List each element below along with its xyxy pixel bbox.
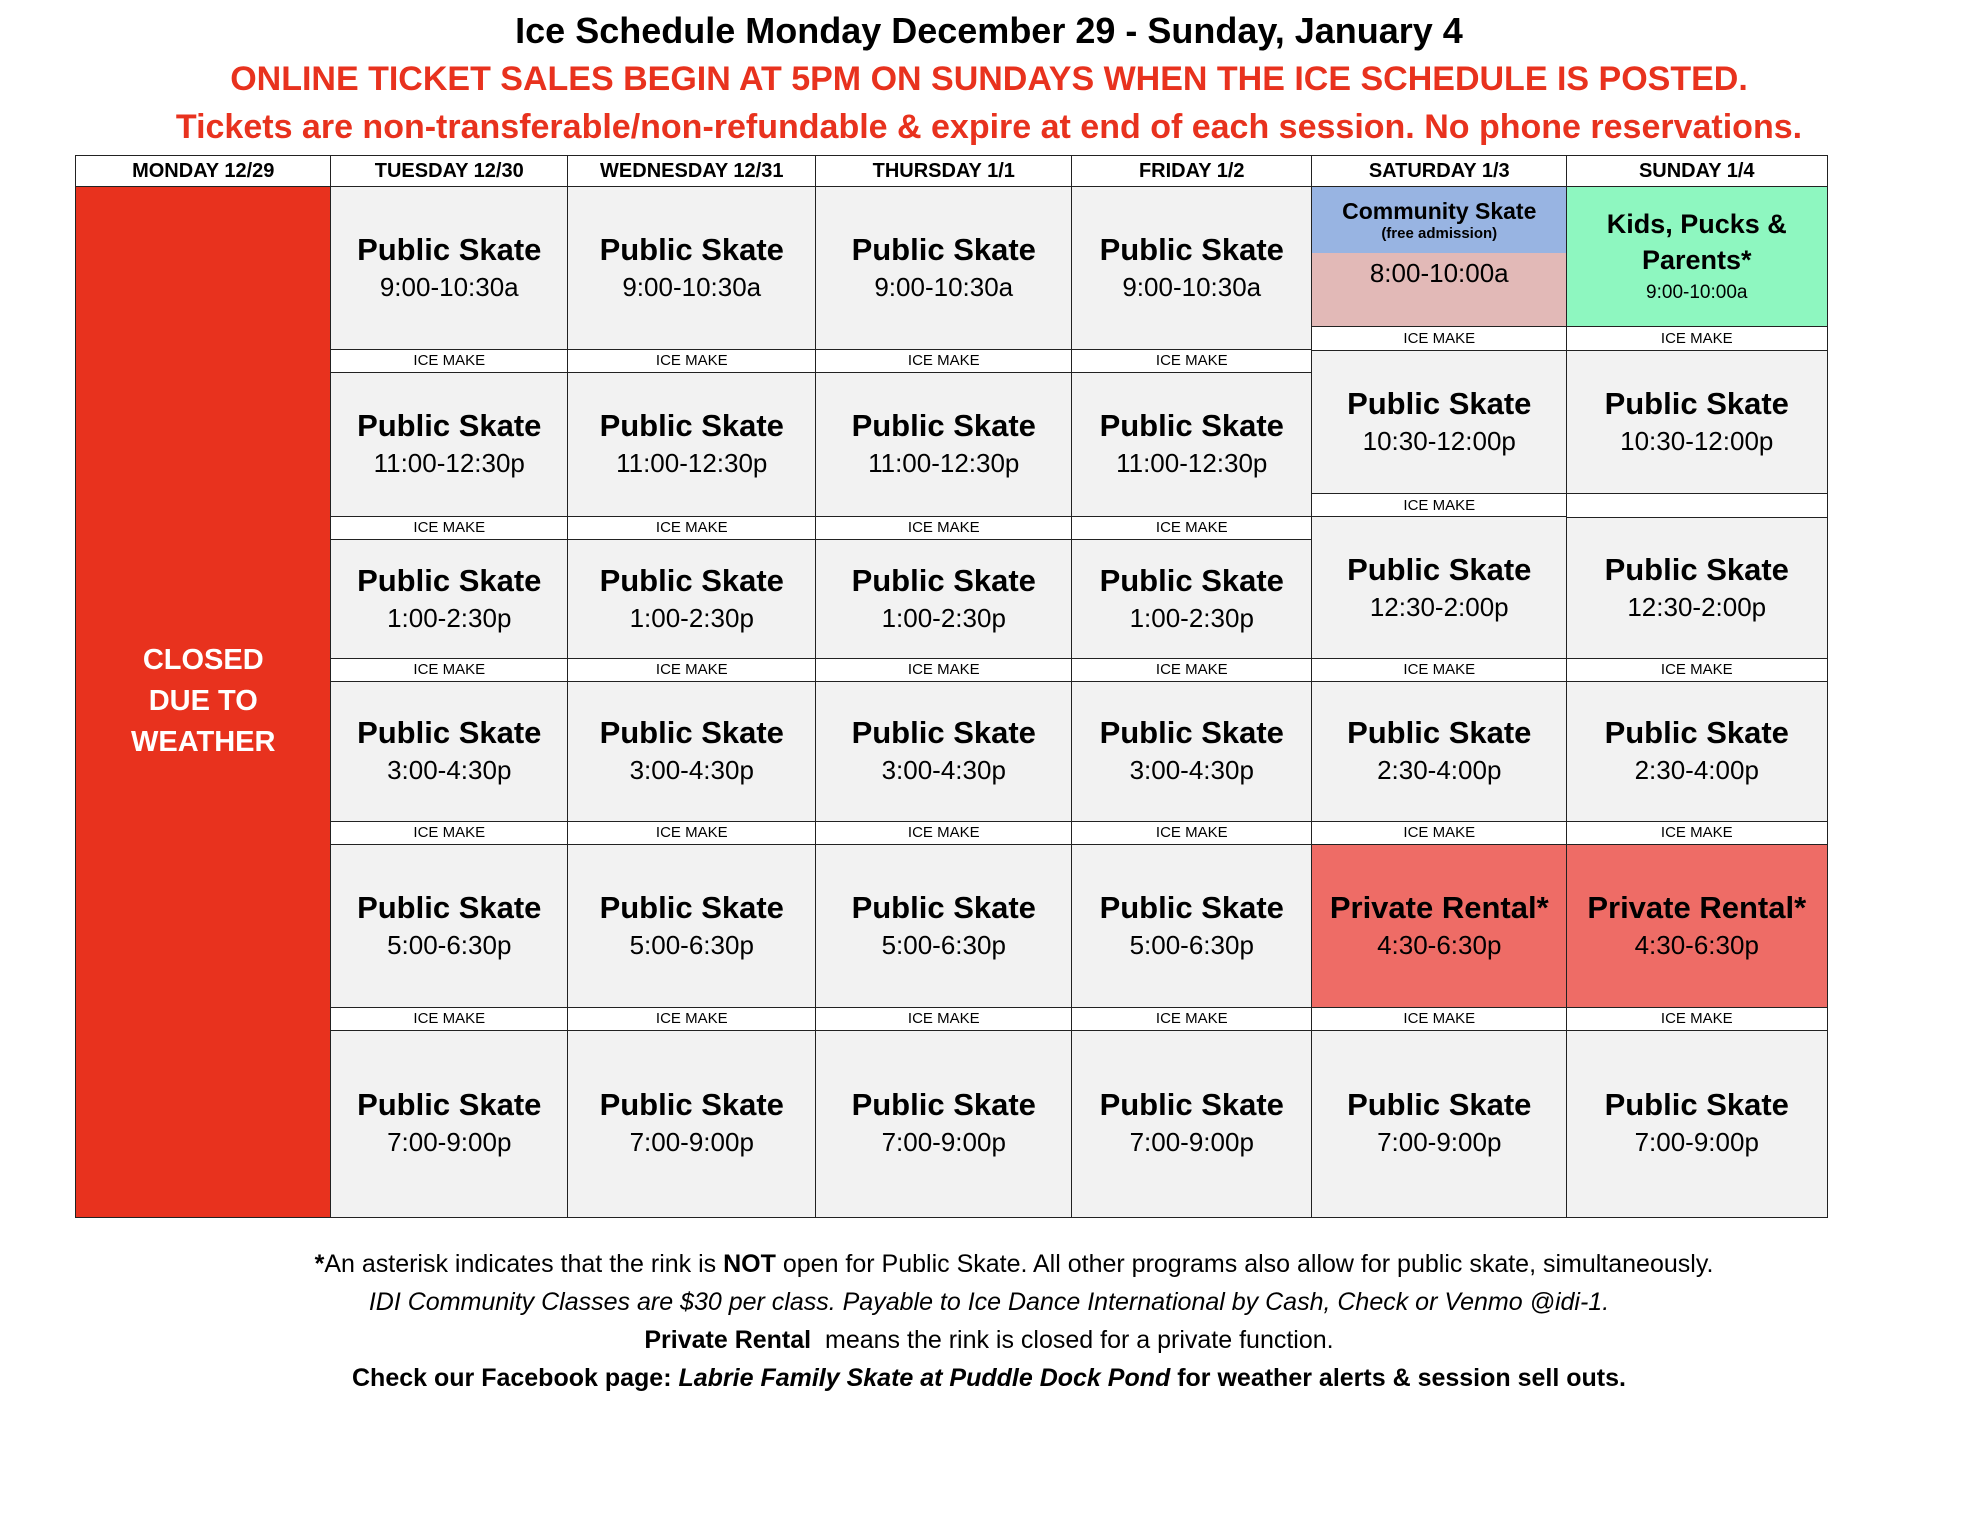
session-name: Public Skate: [357, 232, 542, 268]
session-public-skate: [330, 680, 569, 823]
day-header: [815, 155, 1073, 188]
session-name: Public Skate: [851, 715, 1036, 751]
session-time: 11:00-12:30p: [1116, 448, 1268, 479]
session-time: 3:00-4:30p: [387, 755, 512, 786]
session-name: Public Skate: [851, 408, 1036, 444]
footnote-idi-classes: IDI Community Classes are $30 per class. Payable to Ice Dance International by Cash, Check or Venmo @idi-1.: [368, 1288, 1610, 1316]
session-name: Public Skate: [599, 408, 784, 444]
session-time: 1:00-2:30p: [387, 602, 512, 633]
session-public-skate: [567, 538, 817, 660]
ice-make-row: [1071, 349, 1313, 373]
session-public-skate: [815, 186, 1073, 351]
ice-make-label: ICE MAKE: [1155, 824, 1228, 842]
session-time: 4:30-6:30p: [1634, 929, 1759, 960]
session-name: Public Skate: [1347, 715, 1532, 751]
ice-make-row: [330, 658, 569, 682]
ice-make-label: ICE MAKE: [1660, 824, 1733, 842]
day-header-label: SUNDAY 1/4: [1638, 159, 1755, 182]
ice-make-row: [815, 516, 1073, 540]
ice-make-row: [1071, 1007, 1313, 1031]
session-name: Public Skate: [1347, 385, 1532, 421]
day-header: [567, 155, 817, 188]
session-name: Public Skate: [599, 715, 784, 751]
session-name: Public Skate: [357, 562, 542, 598]
day-header: [1311, 155, 1568, 188]
session-time: 2:30-4:00p: [1377, 755, 1502, 786]
session-name: Public Skate: [357, 715, 542, 751]
ice-make-label: ICE MAKE: [1155, 519, 1228, 537]
ice-make-row: [1566, 326, 1828, 351]
session-time: 5:00-6:30p: [1129, 929, 1254, 960]
ice-make-label: ICE MAKE: [1155, 661, 1228, 679]
session-public-skate: [1071, 843, 1313, 1009]
ice-make-label: ICE MAKE: [1660, 1010, 1733, 1028]
closed-due-to-weather: [75, 186, 332, 1218]
ice-make-label: ICE MAKE: [1403, 661, 1476, 679]
session-public-skate: [1566, 680, 1828, 823]
session-name: Public Skate: [357, 408, 542, 444]
session-name: Kids, Pucks & Parents*: [1606, 208, 1787, 275]
session-name: Public Skate: [1099, 889, 1284, 925]
ice-make-row: [330, 1007, 569, 1031]
session-name: Public Skate: [1604, 715, 1789, 751]
session-name: Public Skate: [851, 1087, 1036, 1123]
session-time: 9:00-10:30a: [622, 272, 762, 303]
ice-make-label: ICE MAKE: [907, 1010, 980, 1028]
footnote-facebook: Check our Facebook page: Labrie Family Skate at Puddle Dock Pond for weather alerts & session sell outs.: [352, 1364, 1626, 1392]
ice-make-row: [567, 658, 817, 682]
ice-make-row: [1311, 821, 1568, 845]
session-time: 9:00-10:00a: [1646, 281, 1748, 303]
ice-make-label: ICE MAKE: [907, 352, 980, 370]
ice-make-row: [567, 516, 817, 540]
ice-make-label: ICE MAKE: [1660, 329, 1733, 347]
community-skate-header: [1312, 187, 1567, 253]
session-time: 7:00-9:00p: [1129, 1127, 1254, 1158]
ice-make-row: [1071, 658, 1313, 682]
session-public-skate: [1566, 1029, 1828, 1218]
session-public-skate: [330, 1029, 569, 1218]
community-skate-time-area: [1312, 253, 1567, 327]
session-name: Public Skate: [1347, 1087, 1532, 1123]
closed-text-line: DUE TO: [148, 685, 258, 718]
ice-make-row: [567, 1007, 817, 1031]
session-name: Public Skate: [1099, 1087, 1284, 1123]
ice-make-label: ICE MAKE: [655, 519, 728, 537]
session-time: 1:00-2:30p: [1129, 602, 1254, 633]
session-time: 10:30-12:00p: [1620, 425, 1774, 456]
session-name: Public Skate: [1604, 551, 1789, 587]
session-time: 2:30-4:00p: [1634, 755, 1759, 786]
ice-make-row: [567, 349, 817, 373]
session-name: Public Skate: [1099, 715, 1284, 751]
ice-make-label: ICE MAKE: [907, 824, 980, 842]
session-name: Public Skate: [599, 889, 784, 925]
ice-make-label: ICE MAKE: [1403, 1010, 1476, 1028]
session-public-skate: [567, 186, 817, 351]
session-public-skate: [567, 680, 817, 823]
session-time: 9:00-10:30a: [874, 272, 1014, 303]
session-public-skate: [567, 371, 817, 518]
ice-make-row: [815, 658, 1073, 682]
ice-make-row: [567, 821, 817, 845]
day-header-label: WEDNESDAY 12/31: [600, 159, 784, 182]
session-time: 11:00-12:30p: [373, 448, 525, 479]
ice-make-row: [1566, 1007, 1828, 1031]
ice-make-label: ICE MAKE: [655, 824, 728, 842]
footnote-private-rental: Private Rental means the rink is closed for a private function.: [644, 1326, 1334, 1354]
session-public-skate: [330, 186, 569, 351]
session-private-rental: [1566, 843, 1828, 1009]
session-time: 7:00-9:00p: [1634, 1127, 1759, 1158]
session-name: Public Skate: [599, 232, 784, 268]
ice-make-label: ICE MAKE: [655, 661, 728, 679]
session-name: Private Rental*: [1329, 889, 1549, 925]
session-public-skate: [330, 538, 569, 660]
session-name: Public Skate: [851, 889, 1036, 925]
session-public-skate: [567, 843, 817, 1009]
ice-make-label: ICE MAKE: [1403, 329, 1476, 347]
session-time: 9:00-10:30a: [379, 272, 519, 303]
ice-make-label: ICE MAKE: [413, 661, 486, 679]
ice-make-label: ICE MAKE: [907, 519, 980, 537]
ice-make-row: [1311, 1007, 1568, 1031]
session-time: 9:00-10:30a: [1122, 272, 1262, 303]
day-header-label: SATURDAY 1/3: [1368, 159, 1510, 182]
ice-make-row: [330, 349, 569, 373]
ice-make-label: ICE MAKE: [413, 824, 486, 842]
session-time: 11:00-12:30p: [616, 448, 768, 479]
ticket-sales-notice: ONLINE TICKET SALES BEGIN AT 5PM ON SUNDAYS WHEN THE ICE SCHEDULE IS POSTED.: [230, 60, 1748, 98]
ice-make-label: ICE MAKE: [413, 352, 486, 370]
day-header: [75, 155, 332, 188]
session-public-skate: [1071, 680, 1313, 823]
ice-make-row: [1071, 821, 1313, 845]
session-name: Public Skate: [599, 562, 784, 598]
session-name: Public Skate: [1604, 1087, 1789, 1123]
session-time: 12:30-2:00p: [1369, 591, 1509, 622]
session-name: Public Skate: [357, 889, 542, 925]
ice-make-label: ICE MAKE: [1403, 824, 1476, 842]
ice-make-row: [815, 821, 1073, 845]
empty-row: [1566, 493, 1828, 518]
session-time: 1:00-2:30p: [629, 602, 754, 633]
session-time: 4:30-6:30p: [1377, 929, 1502, 960]
footnote-asterisk: *An asterisk indicates that the rink is NOT open for Public Skate. All other programs also allow for public skate, simultaneously.: [314, 1250, 1714, 1278]
day-header: [1071, 155, 1313, 188]
session-name: Public Skate: [851, 562, 1036, 598]
ice-make-row: [1311, 658, 1568, 682]
session-public-skate: [567, 1029, 817, 1218]
session-time: 7:00-9:00p: [881, 1127, 1006, 1158]
day-header-label: FRIDAY 1/2: [1138, 159, 1245, 182]
ice-make-row: [1071, 516, 1313, 540]
session-public-skate: [815, 680, 1073, 823]
closed-text-line: WEATHER: [131, 726, 276, 759]
session-name: Public Skate: [1099, 232, 1284, 268]
session-public-skate: [1311, 680, 1568, 823]
session-time: 3:00-4:30p: [629, 755, 754, 786]
session-public-skate: [1311, 1029, 1568, 1218]
session-public-skate: [1071, 186, 1313, 351]
session-time: 5:00-6:30p: [629, 929, 754, 960]
session-kids-pucks-parents: [1566, 186, 1828, 328]
session-name: Public Skate: [1099, 408, 1284, 444]
session-name: Public Skate: [851, 232, 1036, 268]
session-time: 8:00-10:00a: [1369, 258, 1509, 288]
session-public-skate: [330, 843, 569, 1009]
session-name: Public Skate: [1347, 551, 1532, 587]
ice-make-label: ICE MAKE: [1155, 1010, 1228, 1028]
session-public-skate: [1566, 516, 1828, 660]
session-note: (free admission): [1381, 225, 1498, 242]
session-time: 12:30-2:00p: [1627, 591, 1767, 622]
session-time: 7:00-9:00p: [387, 1127, 512, 1158]
session-public-skate: [815, 371, 1073, 518]
day-header: [1566, 155, 1828, 188]
day-header: [330, 155, 569, 188]
session-community-skate: [1311, 186, 1568, 328]
ice-make-row: [1566, 821, 1828, 845]
session-time: 3:00-4:30p: [881, 755, 1006, 786]
ice-make-label: ICE MAKE: [907, 661, 980, 679]
ticket-policy-notice: Tickets are non-transferable/non-refundable & expire at end of each session. No phone reservations.: [175, 108, 1803, 146]
session-name: Public Skate: [1604, 385, 1789, 421]
ice-make-label: ICE MAKE: [655, 352, 728, 370]
ice-make-row: [1311, 493, 1568, 518]
session-time: 10:30-12:00p: [1362, 425, 1516, 456]
session-name: Private Rental*: [1587, 889, 1807, 925]
ice-make-row: [815, 349, 1073, 373]
day-header-label: MONDAY 12/29: [132, 159, 275, 182]
session-time: 7:00-9:00p: [1377, 1127, 1502, 1158]
session-private-rental: [1311, 843, 1568, 1009]
ice-make-label: ICE MAKE: [1155, 352, 1228, 370]
session-public-skate: [1071, 371, 1313, 518]
day-header-label: THURSDAY 1/1: [872, 159, 1015, 182]
page-title: Ice Schedule Monday December 29 - Sunday, January 4: [515, 10, 1463, 51]
ice-make-label: ICE MAKE: [655, 1010, 728, 1028]
session-public-skate: [1311, 349, 1568, 495]
session-name: Community Skate: [1342, 198, 1537, 224]
session-public-skate: [815, 538, 1073, 660]
day-header-label: TUESDAY 12/30: [374, 159, 524, 182]
ice-make-row: [1566, 658, 1828, 682]
session-public-skate: [815, 843, 1073, 1009]
session-public-skate: [1566, 349, 1828, 495]
session-public-skate: [1071, 538, 1313, 660]
ice-make-row: [815, 1007, 1073, 1031]
session-time: 1:00-2:30p: [881, 602, 1006, 633]
ice-make-label: ICE MAKE: [1660, 661, 1733, 679]
ice-make-label: ICE MAKE: [1403, 496, 1476, 514]
ice-make-label: ICE MAKE: [413, 519, 486, 537]
session-public-skate: [1311, 516, 1568, 660]
session-public-skate: [330, 371, 569, 518]
session-name: Public Skate: [599, 1087, 784, 1123]
ice-make-row: [330, 516, 569, 540]
ice-make-row: [1311, 326, 1568, 351]
session-time: 7:00-9:00p: [629, 1127, 754, 1158]
session-time: 11:00-12:30p: [868, 448, 1020, 479]
ice-make-label: ICE MAKE: [413, 1010, 486, 1028]
facebook-page-name: Labrie Family Skate at Puddle Dock Pond: [678, 1364, 1171, 1392]
session-name: Public Skate: [1099, 562, 1284, 598]
session-public-skate: [815, 1029, 1073, 1218]
ice-make-row: [330, 821, 569, 845]
session-time: 5:00-6:30p: [881, 929, 1006, 960]
session-public-skate: [1071, 1029, 1313, 1218]
session-time: 3:00-4:30p: [1129, 755, 1254, 786]
session-time: 5:00-6:30p: [387, 929, 512, 960]
session-name: Public Skate: [357, 1087, 542, 1123]
closed-text-line: CLOSED: [142, 644, 264, 677]
